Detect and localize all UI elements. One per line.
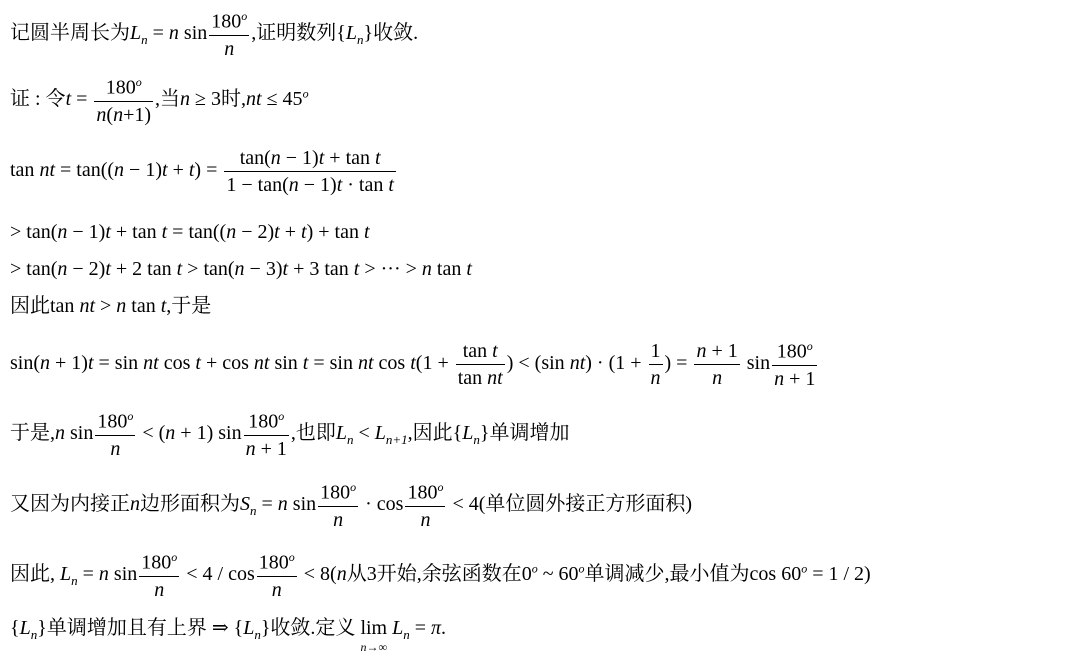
proof-line-2: tan nt = tan((n − 1)t + t) = $\frac{\text{tan(n − 1)t + tan t}}{\text{1 − tan(n − 1)t · tan t}}$ (10, 147, 394, 196)
fraction: $\frac{180^o}{n}$ (320, 480, 357, 531)
var-n: n (168, 21, 179, 44)
var-L: L (130, 21, 142, 44)
fraction: $\frac{180^o}{n}$ (97, 409, 134, 460)
fraction: $\frac{180^o}{n + 1}$ (245, 409, 287, 460)
proof-line-6: sin(n + 1)t = sin nt cos t + cos nt sin t = sin nt cos t(1 + $\frac{\text{tan t}}{\text{tan nt}}$ ) < (sin nt) · (1 + $\frac{1}{n}$ ) = $\frac{n + 1}{n}$ sin $\frac{180^o}{n + 1}$ (10, 339, 816, 390)
text: = (71, 87, 93, 110)
fraction: $\frac{180^o}{n}$ (141, 550, 178, 601)
text: = (147, 21, 169, 44)
degree: o (302, 86, 309, 101)
proof-line-1 (10, 76, 309, 125)
text: ≤ 45 (261, 87, 303, 110)
limit-operator: lim n→∞ (360, 617, 388, 654)
proof-line-4: > tan(n − 2)t + 2 tan t > tan(n − 3)t + 3 tan t > ··· > n tan t (10, 258, 472, 280)
fraction: $\frac{180^o}{n}$ (258, 550, 295, 601)
statement-line (10, 10, 418, 59)
text: sin (178, 21, 208, 44)
subscript: n (141, 31, 148, 47)
proof-line-9: 因此, $L_n = n$ sin $\frac{180^o}{n}$ < 4 / cos $\frac{180^o}{n}$ < 8(n从3开始,余弦函数在0$^o$ ~ 60$^o$单调减少,最小值为$\cos 60^o = 1 / 2$) (10, 550, 871, 601)
var-t: t (65, 87, 72, 110)
text: ,证明数列{ (251, 21, 346, 44)
fraction: $\frac{180^o}{n}$ (407, 480, 444, 531)
fraction: $\frac{180^o}{n + 1}$ (774, 339, 816, 390)
text: 证 : 令 (10, 87, 66, 110)
proof-line-3: > tan(n − 1)t + tan t = tan((n − 2)t + t) + tan t (10, 221, 370, 243)
proof-line-5: 因此tan nt > n tan t,于是 (10, 295, 212, 317)
var-nt: nt (246, 87, 262, 110)
text: ,当 (155, 87, 181, 110)
fraction: $\frac{\text{tan(n − 1)t + tan t}}{\text{1 − tan(n − 1)t · tan t}}$ (226, 147, 394, 196)
proof-line-8: 又因为内接正n边形面积为$S_n = n$ sin $\frac{180^o}{n}$ · cos $\frac{180^o}{n}$ < 4(单位圆外接正方形面积) (10, 480, 693, 531)
var-n: n (180, 87, 191, 110)
fraction: $\frac{180^o}{n}$ (211, 9, 248, 60)
fraction: $\frac{\text{tan t}}{\text{tan nt}}$ (457, 339, 503, 389)
fraction: $\frac{180^o}{n(n+1)}$ (96, 75, 152, 126)
text: ≥ 3时, (190, 87, 247, 110)
text: }收敛. (363, 21, 419, 44)
var-L: L (345, 21, 357, 44)
fraction: $\frac{n + 1}{n}$ (696, 339, 738, 389)
conclusion-line: $\{L_n\}$单调增加且有上界 ⇒ $\{L_n\}$收敛.定义 lim n→∞ $L_n = \pi$. (10, 617, 447, 654)
fraction: $\frac{1}{n}$ (650, 339, 661, 389)
proof-line-7: 于是,n sin $\frac{180^o}{n}$ < (n + 1) sin $\frac{180^o}{n + 1}$ ,也即$L_n < L_{n+1}$,因此$\{L_n\}$单调增加 (10, 409, 570, 460)
subscript: n (356, 31, 364, 47)
text: 记圆半周长为 (10, 21, 130, 44)
